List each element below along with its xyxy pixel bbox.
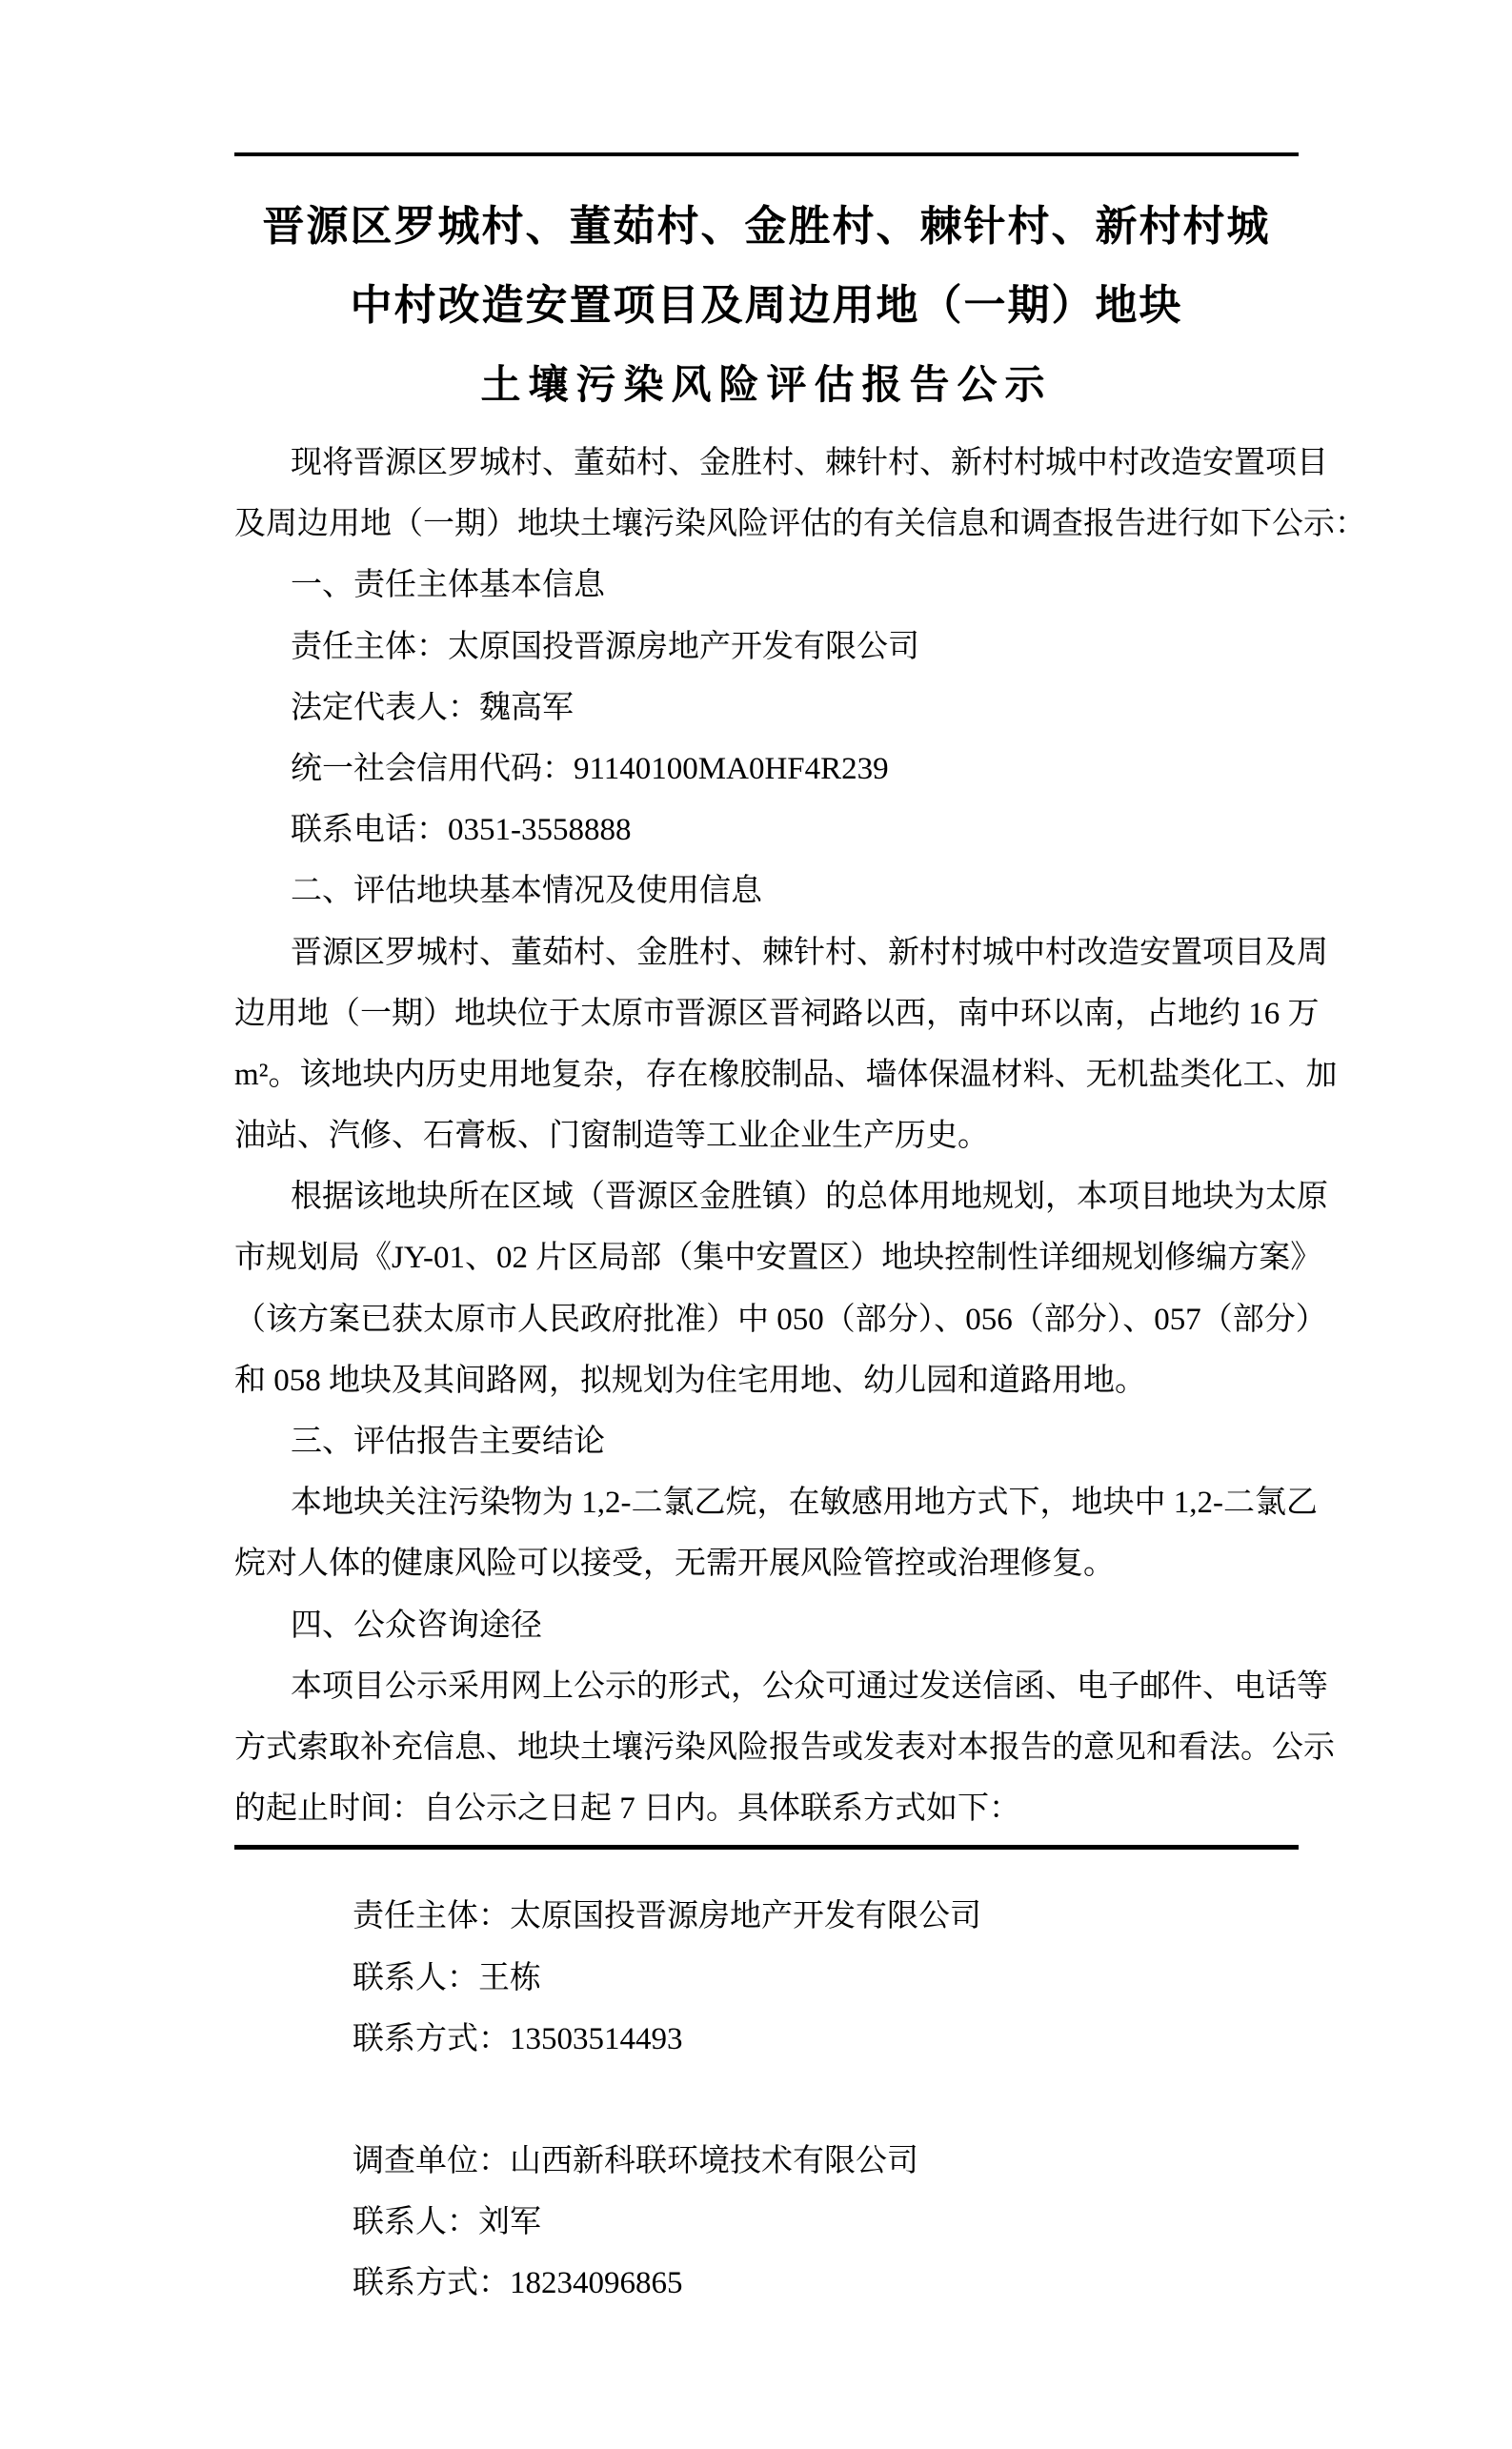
body-line: 现将晋源区罗城村、董茹村、金胜村、棘针村、新村村城中村改造安置项目 xyxy=(291,446,1328,480)
body-line: 方式索取补充信息、地块土壤污染风险报告或发表对本报告的意见和看法。公示 xyxy=(234,1730,1335,1765)
contact-block xyxy=(353,2131,1299,2315)
body-line: m²。该地块内历史用地复杂，存在橡胶制品、墙体保温材料、无机盐类化工、加 xyxy=(234,1057,1338,1092)
document-content xyxy=(0,152,1512,2314)
document-subtitle: 土壤污染风险评估报告公示 xyxy=(480,362,1053,407)
document-title-line-2: 中村改造安置项目及周边用地（一期）地块 xyxy=(350,282,1183,329)
body-line: 二、评估地块基本情况及使用信息 xyxy=(291,874,762,909)
body-line: 责任主体：太原国投晋源房地产开发有限公司 xyxy=(291,629,919,664)
body-line: （该方案已获太原市人民政府批准）中 050（部分）、056（部分）、057（部分） xyxy=(234,1302,1327,1337)
contact-block xyxy=(353,1886,1299,2070)
contact-line: 联系人：王栋 xyxy=(353,1960,541,1995)
contact-line: 联系人：刘军 xyxy=(353,2205,541,2240)
body-line: 烷对人体的健康风险可以接受，无需开展风险管控或治理修复。 xyxy=(234,1547,1115,1582)
body-line: 三、评估报告主要结论 xyxy=(291,1425,605,1459)
document-title xyxy=(234,187,1299,424)
body-line: 一、责任主体基本信息 xyxy=(291,568,605,603)
top-divider xyxy=(234,152,1299,156)
document-title-line-1: 晋源区罗城村、董茹村、金胜村、棘针村、新村村城 xyxy=(262,203,1271,250)
body-line: 晋源区罗城村、董茹村、金胜村、棘针村、新村村城中村改造安置项目及周 xyxy=(291,935,1328,970)
body-line: 根据该地块所在区域（晋源区金胜镇）的总体用地规划，本项目地块为太原 xyxy=(291,1180,1328,1215)
contact-section xyxy=(234,1886,1299,2314)
body-line: 法定代表人：魏高军 xyxy=(291,690,574,725)
contact-line: 调查单位：山西新科联环境技术有限公司 xyxy=(353,2143,918,2178)
body-line: 的起止时间：自公示之日起 7 日内。具体联系方式如下： xyxy=(234,1791,1020,1827)
document-body xyxy=(234,433,1366,1839)
body-line: 统一社会信用代码：91140100MA0HF4R239 xyxy=(291,751,889,786)
contact-line: 责任主体：太原国投晋源房地产开发有限公司 xyxy=(353,1899,981,1934)
body-line: 本地块关注污染物为 1,2-二氯乙烷，在敏感用地方式下，地块中 1,2-二氯乙 xyxy=(291,1486,1318,1521)
contact-line: 联系方式：18234096865 xyxy=(353,2266,683,2301)
body-line: 边用地（一期）地块位于太原市晋源区晋祠路以西，南中环以南，占地约 16 万 xyxy=(234,996,1320,1031)
body-line: 四、公众咨询途径 xyxy=(291,1608,542,1643)
body-line: 及周边用地（一期）地块土壤污染风险评估的有关信息和调查报告进行如下公示： xyxy=(234,507,1366,542)
bottom-divider xyxy=(234,1845,1299,1850)
body-line: 市规划局《JY-01、02 片区局部（集中安置区）地块控制性详细规划修编方案》 xyxy=(234,1241,1322,1276)
body-line: 和 058 地块及其间路网，拟规划为住宅用地、幼儿园和道路用地。 xyxy=(234,1363,1146,1398)
body-line: 联系电话：0351-3558888 xyxy=(291,813,632,848)
contact-line: 联系方式：13503514493 xyxy=(353,2021,683,2056)
body-line: 本项目公示采用网上公示的形式，公众可通过发送信函、电子邮件、电话等 xyxy=(291,1669,1328,1704)
body-line: 油站、汽修、石膏板、门窗制造等工业企业生产历史。 xyxy=(234,1119,989,1154)
